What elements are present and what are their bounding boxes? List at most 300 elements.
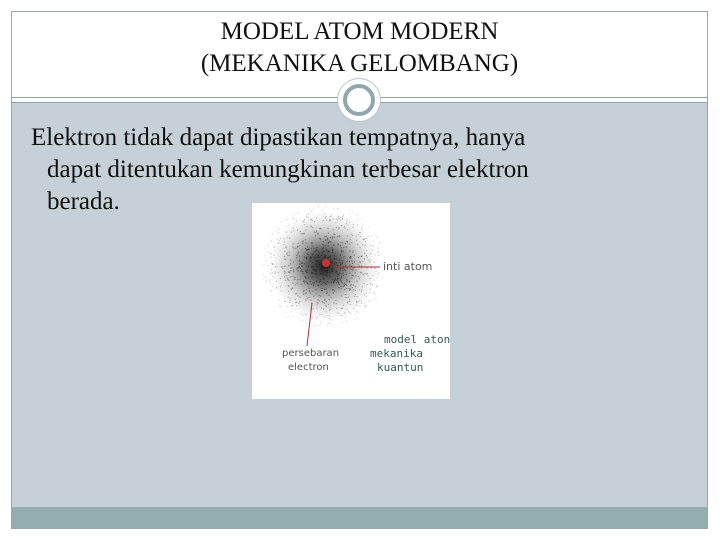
electron-dot [296,257,297,258]
electron-dot [303,294,304,295]
electron-dot [336,279,337,280]
ornament-ring-icon [343,84,375,116]
electron-dot [264,248,265,249]
electron-dot [325,255,326,256]
electron-dot [369,278,370,279]
electron-dot [340,255,341,256]
electron-dot [326,311,327,312]
electron-dot [275,273,276,274]
electron-dot [326,275,327,276]
electron-dot [321,288,322,289]
electron-dot [339,236,340,237]
electron-dot [326,249,327,250]
electron-dot [366,255,367,256]
electron-dot [330,262,331,263]
electron-dot [339,273,340,274]
electron-dot [343,251,344,252]
electron-dot [317,317,318,318]
electron-dot [323,302,324,303]
electron-dot [287,279,288,280]
electron-dot [368,276,369,277]
electron-dot [288,225,289,226]
electron-dot [326,236,327,237]
electron-dot [315,255,316,256]
electron-dot [351,284,352,285]
electron-dot [376,298,377,299]
electron-dot [354,254,355,255]
electron-dot [325,271,326,272]
electron-dot [345,313,346,314]
electron-dot [349,281,350,282]
electron-dot [347,219,348,220]
electron-dot [314,251,315,252]
electron-dot [346,320,347,321]
electron-dot [337,312,338,313]
electron-dot [342,270,343,271]
electron-dot [290,263,291,264]
electron-dot [305,271,306,272]
electron-dot [355,272,356,273]
electron-dot [353,289,354,290]
electron-dot [373,245,374,246]
electron-dot [319,295,320,296]
electron-dot [362,224,363,225]
electron-dot [380,243,381,244]
electron-dot [355,286,356,287]
electron-dot [275,231,276,232]
electron-dot [293,243,294,244]
electron-dot [296,268,297,269]
electron-dot [374,262,375,263]
electron-dot [287,237,288,238]
electron-dot [308,254,309,255]
electron-dot [273,247,274,248]
electron-dot [298,270,299,271]
electron-dot [324,251,325,252]
electron-dot [344,283,345,284]
electron-dot [353,211,354,212]
electron-dot [278,272,279,273]
electron-dot [339,227,340,228]
electron-dot [361,229,362,230]
electron-dot [334,258,335,259]
electron-dot [288,297,289,298]
electron-dot [326,301,327,302]
electron-dot [352,263,353,264]
electron-dot [327,238,328,239]
electron-dot [313,282,314,283]
electron-dot [317,303,318,304]
electron-dot [293,276,294,277]
electron-dot [336,282,337,283]
electron-dot [379,272,380,273]
electron-dot [327,281,328,282]
electron-dot [351,242,352,243]
electron-dot [357,311,358,312]
electron-dot [267,251,268,252]
electron-dot [353,308,354,309]
electron-dot [296,305,297,306]
electron-dot [311,210,312,211]
electron-dot [349,265,350,266]
electron-dot [302,263,303,264]
electron-dot [328,257,329,258]
electron-dot [295,302,296,303]
electron-dot [308,249,309,250]
electron-dot [327,325,328,326]
electron-dot [326,270,327,271]
electron-dot [340,315,341,316]
electron-dot [365,245,366,246]
electron-dot [364,253,365,254]
electron-dot [339,284,340,285]
electron-dot [346,280,347,281]
electron-dot [282,266,283,267]
electron-dot [346,281,347,282]
electron-dot [331,261,332,262]
electron-dot [311,257,312,258]
electron-dot [357,219,358,220]
electron-dot [338,275,339,276]
electron-dot [304,224,305,225]
electron-dot [359,278,360,279]
electron-dot [336,227,337,228]
electron-dot [308,206,309,207]
electron-dot [322,273,323,274]
electron-dot [367,273,368,274]
electron-dot [368,301,369,302]
electron-dot [296,220,297,221]
electron-dot [358,313,359,314]
electron-dot [380,254,381,255]
electron-dot [347,235,348,236]
electron-dot [333,245,334,246]
electron-dot [272,272,273,273]
electron-dot [340,245,341,246]
electron-dot [318,262,319,263]
electron-dot [276,266,277,267]
electron-dot [279,300,280,301]
electron-dot [280,238,281,239]
electron-dot [354,315,355,316]
electron-dot [322,301,323,302]
electron-dot [346,261,347,262]
electron-dot [371,235,372,236]
electron-dot [307,266,308,267]
electron-dot [312,245,313,246]
electron-dot [369,299,370,300]
electron-dot [337,280,338,281]
electron-dot [263,278,264,279]
electron-dot [342,242,343,243]
electron-dot [364,239,365,240]
electron-dot [285,259,286,260]
electron-dot [352,252,353,253]
electron-dot [279,240,280,241]
electron-dot [266,271,267,272]
electron-dot [341,281,342,282]
electron-dot [289,316,290,317]
electron-dot [293,248,294,249]
electron-dot [337,208,338,209]
electron-dot [342,219,343,220]
electron-dot [298,243,299,244]
electron-dot [356,215,357,216]
electron-dot [290,270,291,271]
electron-dot [284,273,285,274]
electron-dot [288,286,289,287]
electron-dot [306,253,307,254]
electron-dot [330,307,331,308]
electron-dot [333,289,334,290]
electron-dot [337,243,338,244]
electron-dot [280,286,281,287]
electron-dot [299,297,300,298]
electron-dot [342,282,343,283]
electron-dot [338,228,339,229]
electron-dot [316,307,317,308]
electron-dot [341,276,342,277]
electron-dot [377,285,378,286]
electron-dot [285,246,286,247]
electron-dot [283,244,284,245]
electron-dot [350,268,351,269]
electron-dot [317,299,318,300]
electron-dot [351,258,352,259]
electron-dot [302,271,303,272]
electron-dot [286,232,287,233]
electron-dot [343,275,344,276]
electron-dot [359,256,360,257]
electron-dot [290,276,291,277]
electron-dot [316,318,317,319]
electron-dot [299,264,300,265]
electron-dot [316,258,317,259]
electron-dot [309,258,310,259]
electron-dot [313,285,314,286]
electron-dot [359,265,360,266]
electron-dot [304,233,305,234]
electron-dot [314,257,315,258]
electron-dot [369,259,370,260]
electron-dot [343,268,344,269]
electron-dot [318,285,319,286]
electron-dot [352,290,353,291]
electron-dot [336,262,337,263]
electron-dot [366,238,367,239]
electron-dot [357,244,358,245]
electron-dot [329,219,330,220]
electron-dot [375,294,376,295]
electron-dot [288,280,289,281]
electron-dot [348,297,349,298]
electron-dot [317,254,318,255]
electron-dot [361,303,362,304]
electron-dot [289,302,290,303]
electron-dot [327,292,328,293]
electron-dot [299,301,300,302]
electron-dot [369,261,370,262]
electron-dot [271,291,272,292]
electron-dot [318,257,319,258]
electron-dot [303,290,304,291]
electron-dot [341,277,342,278]
electron-dot [353,285,354,286]
electron-dot [295,248,296,249]
electron-dot [316,270,317,271]
electron-dot [309,213,310,214]
electron-dot [339,235,340,236]
electron-dot [353,268,354,269]
electron-dot [350,256,351,257]
electron-dot [312,227,313,228]
electron-dot [316,293,317,294]
electron-dot [316,248,317,249]
electron-dot [263,274,264,275]
electron-dot [282,268,283,269]
electron-dot [270,283,271,284]
electron-dot [326,293,327,294]
electron-dot [286,247,287,248]
electron-dot [313,259,314,260]
electron-dot [344,226,345,227]
electron-dot [341,250,342,251]
electron-dot [320,239,321,240]
electron-dot [305,313,306,314]
electron-dot [321,290,322,291]
electron-dot [329,272,330,273]
electron-dot [270,253,271,254]
electron-dot [277,242,278,243]
electron-dot [315,260,316,261]
electron-dot [366,284,367,285]
electron-dot [322,244,323,245]
electron-dot [330,323,331,324]
electron-dot [361,291,362,292]
electron-dot [325,245,326,246]
electron-dot [287,278,288,279]
electron-dot [312,255,313,256]
electron-dot [276,287,277,288]
nucleus-dot [322,259,330,267]
electron-dot [330,255,331,256]
electron-dot [310,281,311,282]
electron-dot [331,282,332,283]
electron-dot [293,228,294,229]
electron-dot [301,263,302,264]
body-line-2: dapat ditentukan kemungkinan terbesar elektron [47,156,529,183]
electron-dot [377,277,378,278]
electron-dot [315,235,316,236]
electron-dot [320,228,321,229]
electron-dot [372,250,373,251]
electron-dot [281,306,282,307]
electron-dot [338,282,339,283]
electron-dot [365,307,366,308]
electron-dot [345,265,346,266]
electron-dot [313,208,314,209]
electron-dot [286,275,287,276]
electron-dot [271,241,272,242]
electron-dot [342,260,343,261]
electron-dot [308,297,309,298]
electron-dot [319,264,320,265]
electron-dot [350,313,351,314]
electron-dot [346,321,347,322]
electron-dot [273,276,274,277]
electron-dot [364,258,365,259]
electron-dot [293,261,294,262]
electron-dot [349,243,350,244]
electron-dot [317,276,318,277]
electron-dot [327,315,328,316]
electron-dot [305,293,306,294]
electron-dot [285,312,286,313]
electron-dot [344,312,345,313]
electron-dot [334,237,335,238]
electron-dot [323,247,324,248]
electron-dot [339,278,340,279]
electron-dot [366,305,367,306]
electron-dot [356,236,357,237]
electron-dot [349,214,350,215]
electron-dot [311,267,312,268]
electron-dot [285,280,286,281]
electron-dot [316,281,317,282]
electron-dot [308,277,309,278]
electron-dot [348,311,349,312]
electron-dot [374,280,375,281]
electron-dot [315,273,316,274]
electron-dot [357,214,358,215]
electron-dot [346,246,347,247]
electron-dot [319,314,320,315]
electron-dot [357,296,358,297]
electron-dot [367,257,368,258]
electron-dot [328,322,329,323]
electron-dot [290,311,291,312]
electron-dot [371,268,372,269]
electron-dot [306,325,307,326]
electron-dot [314,231,315,232]
electron-dot [276,281,277,282]
electron-dot [345,228,346,229]
electron-dot [376,271,377,272]
electron-dot [297,212,298,213]
electron-dot [370,289,371,290]
electron-dot [318,255,319,256]
electron-dot [316,230,317,231]
electron-dot [287,306,288,307]
electron-dot [304,282,305,283]
electron-dot [302,273,303,274]
electron-dot [351,234,352,235]
electron-dot [314,326,315,327]
electron-dot [314,221,315,222]
electron-dot [342,315,343,316]
electron-dot [266,261,267,262]
electron-dot [297,279,298,280]
electron-dot [343,284,344,285]
electron-dot [353,250,354,251]
electron-dot [300,271,301,272]
electron-dot [305,322,306,323]
electron-dot [370,253,371,254]
electron-dot [281,290,282,291]
electron-dot [336,218,337,219]
electron-dot [314,324,315,325]
electron-dot [305,242,306,243]
